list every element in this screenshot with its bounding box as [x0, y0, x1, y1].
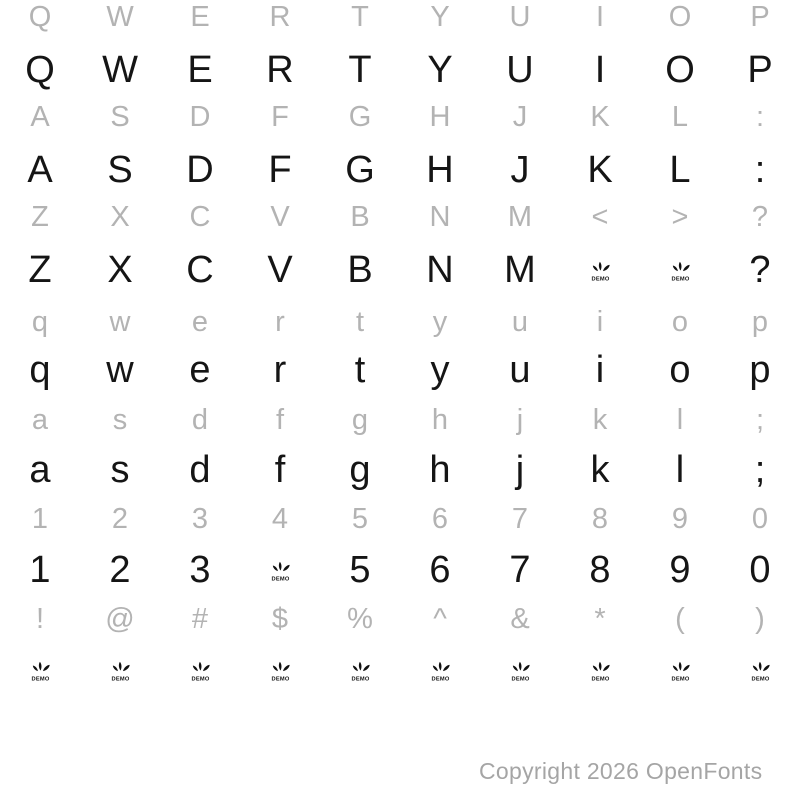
glyph-cell: j: [515, 449, 525, 491]
glyph-cell: <: [591, 201, 609, 233]
glyph-cell: O: [668, 1, 692, 33]
demo-label-text: DEMO: [431, 676, 449, 682]
glyph-cell: F: [268, 149, 292, 191]
demo-label-text: DEMO: [31, 676, 49, 682]
copyright-text: Copyright 2026 OpenFonts: [479, 758, 763, 784]
glyph-cell: i: [596, 306, 604, 338]
glyph-cell: 5: [349, 549, 371, 591]
glyph-cell: A: [30, 101, 50, 133]
glyph-cell: M: [507, 201, 533, 233]
glyph-cell: F: [271, 101, 289, 133]
glyph-cell: %: [347, 603, 373, 635]
demo-label-text: DEMO: [271, 576, 289, 582]
glyph-cell: ?: [749, 249, 771, 291]
glyph-cell: :: [754, 149, 766, 191]
demo-leaf-icon: [589, 660, 612, 682]
glyph-cell: s: [110, 449, 130, 491]
glyph-row-lowercase-asdf-gray: [0, 392, 800, 448]
demo-leaf-icon: [109, 660, 132, 682]
glyph-cell: ): [755, 603, 765, 635]
glyph-cell: N: [426, 249, 454, 291]
demo-label-text: DEMO: [511, 676, 529, 682]
demo-label-text: DEMO: [111, 676, 129, 682]
glyph-row-digits-gray: [0, 491, 800, 547]
glyph-cell: 8: [589, 549, 611, 591]
glyph-cell: X: [110, 201, 130, 233]
glyph-row-symbols-black: [0, 642, 800, 698]
glyph-cell: V: [270, 201, 290, 233]
glyph-cell: 2: [109, 549, 131, 591]
glyph-cell: B: [347, 249, 373, 291]
glyph-cell-demo-restricted: [400, 642, 480, 698]
glyph-cell: f: [275, 404, 285, 436]
glyph-cell: y: [430, 349, 450, 391]
glyph-cell: l: [676, 404, 684, 436]
glyph-row-lowercase-asdf-black: [0, 442, 800, 498]
glyph-cell: a: [29, 449, 51, 491]
glyph-cell: J: [512, 101, 528, 133]
demo-label-text: DEMO: [591, 676, 609, 682]
glyph-cell: C: [189, 201, 211, 233]
glyph-cell-demo-restricted: [80, 642, 160, 698]
glyph-cell-demo-restricted: [640, 242, 720, 298]
glyph-cell: U: [509, 1, 531, 33]
glyph-cell: g: [351, 404, 369, 436]
glyph-cell: 4: [271, 503, 289, 535]
demo-leaf-icon: [349, 660, 372, 682]
glyph-cell: W: [102, 49, 138, 91]
glyph-cell: $: [271, 603, 289, 635]
glyph-cell: e: [191, 306, 209, 338]
demo-restricted-glyph: [589, 660, 612, 682]
glyph-cell: B: [350, 201, 370, 233]
glyph-cell: #: [191, 603, 209, 635]
glyph-row-uppercase-asdf-gray: [0, 89, 800, 145]
demo-restricted-glyph: [189, 660, 212, 682]
glyph-cell: :: [755, 101, 765, 133]
glyph-cell: Z: [31, 201, 49, 233]
glyph-cell: w: [106, 349, 134, 391]
glyph-cell: ^: [433, 603, 447, 635]
glyph-cell: *: [594, 603, 606, 635]
demo-restricted-glyph: [269, 660, 292, 682]
glyph-cell: Q: [28, 1, 52, 33]
glyph-cell-demo-restricted: [560, 642, 640, 698]
glyph-cell: 7: [509, 549, 531, 591]
glyph-cell: I: [594, 49, 606, 91]
glyph-cell: q: [29, 349, 51, 391]
glyph-cell: P: [750, 1, 770, 33]
demo-restricted-glyph: [29, 660, 52, 682]
glyph-row-symbols-gray: [0, 591, 800, 647]
glyph-cell: e: [189, 349, 211, 391]
demo-restricted-glyph: [429, 660, 452, 682]
glyph-cell: r: [275, 306, 285, 338]
demo-label-text: DEMO: [671, 276, 689, 282]
glyph-cell: >: [671, 201, 689, 233]
glyph-cell: 9: [669, 549, 691, 591]
glyph-cell: J: [510, 149, 530, 191]
glyph-cell: G: [345, 149, 375, 191]
demo-leaf-icon: [29, 660, 52, 682]
glyph-cell: 1: [29, 549, 51, 591]
demo-leaf-icon: [429, 660, 452, 682]
glyph-cell: p: [751, 306, 769, 338]
glyph-cell: q: [31, 306, 49, 338]
glyph-cell: G: [348, 101, 372, 133]
demo-leaf-icon: [189, 660, 212, 682]
demo-restricted-glyph: [349, 660, 372, 682]
demo-restricted-glyph: [749, 660, 772, 682]
glyph-cell: R: [269, 1, 291, 33]
demo-label-text: DEMO: [591, 276, 609, 282]
glyph-cell: 7: [511, 503, 529, 535]
glyph-cell: l: [675, 449, 685, 491]
glyph-cell: C: [186, 249, 214, 291]
glyph-row-uppercase-zxcv-black: [0, 242, 800, 298]
glyph-cell: a: [31, 404, 49, 436]
glyph-cell-demo-restricted: [560, 242, 640, 298]
glyph-row-digits-black: [0, 542, 800, 598]
glyph-cell: u: [509, 349, 531, 391]
glyph-cell: u: [511, 306, 529, 338]
glyph-cell: E: [190, 1, 210, 33]
glyph-cell-demo-restricted: [160, 642, 240, 698]
glyph-cell: K: [587, 149, 613, 191]
glyph-cell: d: [189, 449, 211, 491]
demo-leaf-icon: [269, 660, 292, 682]
glyph-cell: L: [669, 149, 691, 191]
glyph-cell: R: [266, 49, 294, 91]
glyph-cell: y: [432, 306, 448, 338]
glyph-cell: ?: [751, 201, 769, 233]
glyph-cell: s: [112, 404, 128, 436]
glyph-cell: 3: [191, 503, 209, 535]
demo-leaf-icon: [669, 660, 692, 682]
glyph-cell-demo-restricted: [480, 642, 560, 698]
demo-leaf-icon: [749, 660, 772, 682]
glyph-cell-demo-restricted: [240, 642, 320, 698]
glyph-cell-demo-restricted: [720, 642, 800, 698]
glyph-cell: d: [191, 404, 209, 436]
glyph-cell: V: [267, 249, 293, 291]
demo-label-text: DEMO: [671, 676, 689, 682]
glyph-cell: p: [749, 349, 771, 391]
glyph-cell: N: [429, 201, 451, 233]
demo-restricted-glyph: [669, 260, 692, 282]
glyph-cell: h: [429, 449, 451, 491]
glyph-cell: P: [747, 49, 773, 91]
glyph-cell: Y: [427, 49, 453, 91]
glyph-cell: Q: [25, 49, 55, 91]
glyph-cell-demo-restricted: [0, 642, 80, 698]
glyph-cell: o: [671, 306, 689, 338]
glyph-cell: w: [109, 306, 131, 338]
glyph-cell: o: [669, 349, 691, 391]
glyph-cell: L: [671, 101, 689, 133]
glyph-cell: @: [105, 603, 135, 635]
demo-leaf-icon: [509, 660, 532, 682]
glyph-cell: W: [106, 1, 134, 33]
glyph-cell: H: [429, 101, 451, 133]
glyph-cell: 6: [429, 549, 451, 591]
glyph-cell: 8: [591, 503, 609, 535]
glyph-cell: i: [595, 349, 605, 391]
glyph-cell: 9: [671, 503, 689, 535]
glyph-cell: 3: [189, 549, 211, 591]
glyph-cell: 2: [111, 503, 129, 535]
demo-label-text: DEMO: [191, 676, 209, 682]
glyph-cell: H: [426, 149, 454, 191]
glyph-cell: k: [592, 404, 608, 436]
demo-label-text: DEMO: [751, 676, 769, 682]
glyph-cell: j: [516, 404, 524, 436]
glyph-cell: ;: [755, 404, 765, 436]
glyph-cell: D: [186, 149, 214, 191]
glyph-cell: ;: [754, 449, 766, 491]
glyph-cell: T: [351, 1, 369, 33]
glyph-cell: r: [273, 349, 287, 391]
glyph-row-uppercase-qwerty-gray: [0, 0, 800, 45]
glyph-cell: U: [506, 49, 534, 91]
glyph-cell: K: [590, 101, 610, 133]
demo-restricted-glyph: [109, 660, 132, 682]
demo-leaf-icon: [269, 560, 292, 582]
demo-label-text: DEMO: [271, 676, 289, 682]
demo-leaf-icon: [669, 260, 692, 282]
glyph-cell: D: [189, 101, 211, 133]
glyph-cell: 6: [431, 503, 449, 535]
glyph-cell: t: [354, 349, 366, 391]
glyph-cell: I: [595, 1, 605, 33]
glyph-cell: g: [349, 449, 371, 491]
glyph-cell: E: [187, 49, 213, 91]
demo-restricted-glyph: [669, 660, 692, 682]
glyph-cell: !: [35, 603, 45, 635]
glyph-cell: M: [504, 249, 536, 291]
glyph-cell: T: [348, 49, 372, 91]
glyph-cell: t: [355, 306, 365, 338]
glyph-cell: 5: [351, 503, 369, 535]
glyph-cell: (: [675, 603, 685, 635]
glyph-cell: 1: [31, 503, 49, 535]
glyph-cell: A: [27, 149, 53, 191]
glyph-cell: 0: [751, 503, 769, 535]
glyph-cell: S: [110, 101, 130, 133]
glyph-cell: O: [665, 49, 695, 91]
glyph-cell: f: [274, 449, 286, 491]
glyph-cell-demo-restricted: [240, 542, 320, 598]
glyph-cell: 0: [749, 549, 771, 591]
glyph-cell: h: [431, 404, 449, 436]
glyph-cell-demo-restricted: [320, 642, 400, 698]
glyph-cell: S: [107, 149, 133, 191]
glyph-cell: &: [510, 603, 530, 635]
glyph-cell: X: [107, 249, 133, 291]
glyph-row-uppercase-zxcv-gray: [0, 189, 800, 245]
demo-restricted-glyph: [509, 660, 532, 682]
demo-restricted-glyph: [589, 260, 612, 282]
demo-label-text: DEMO: [351, 676, 369, 682]
glyph-row-lowercase-qwerty-black: [0, 342, 800, 398]
glyph-cell-demo-restricted: [640, 642, 720, 698]
demo-restricted-glyph: [269, 560, 292, 582]
glyph-cell: Y: [430, 1, 450, 33]
glyph-cell: Z: [28, 249, 52, 291]
glyph-cell: k: [590, 449, 610, 491]
demo-leaf-icon: [589, 260, 612, 282]
